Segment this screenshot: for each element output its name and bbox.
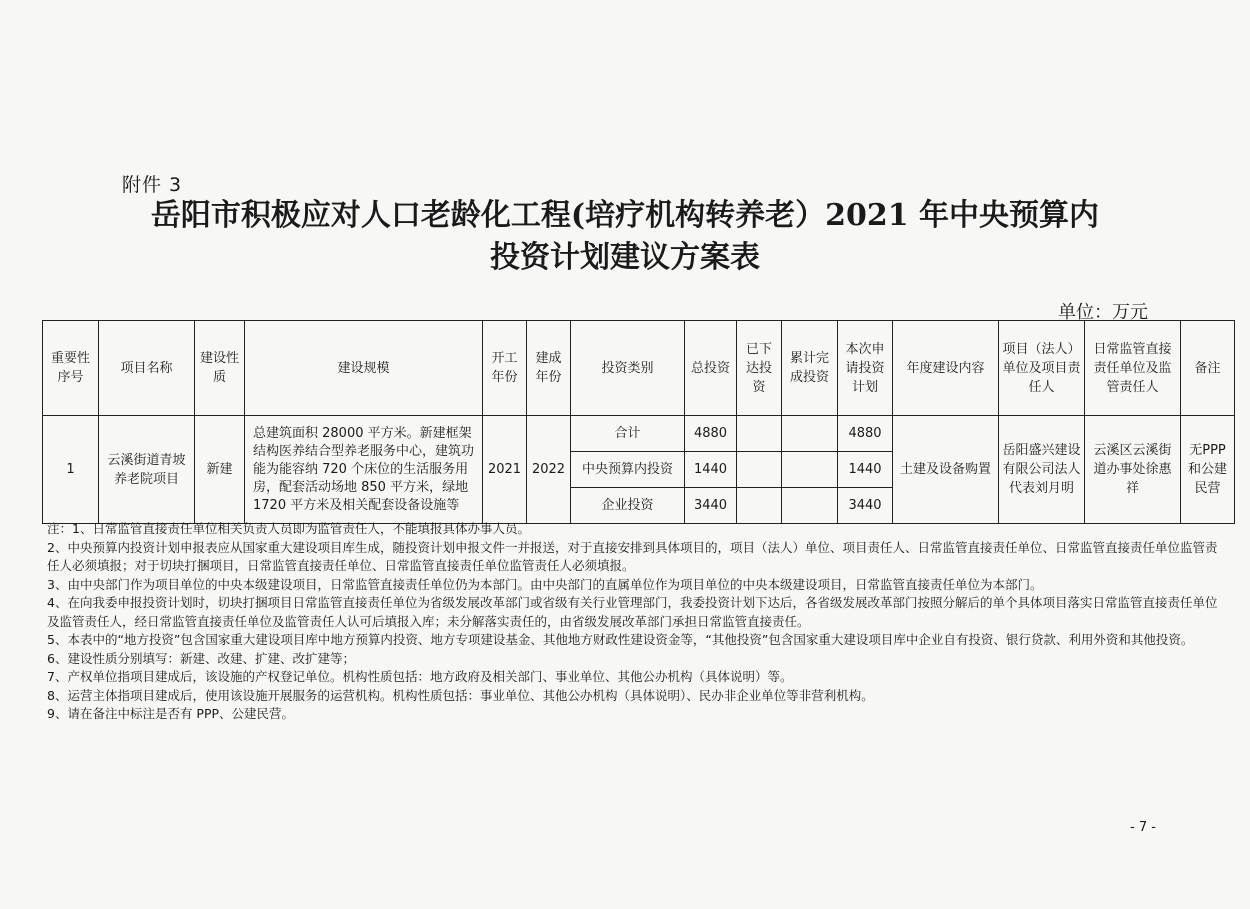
cell-remark: 无PPP和公建民营 — [1181, 416, 1235, 524]
page-number: - 7 - — [1130, 820, 1156, 835]
header-issued: 已下达投资 — [737, 321, 782, 416]
title-line-1: 岳阳市积极应对人口老龄化工程(培疗机构转养老）2021 年中央预算内 — [150, 198, 1100, 233]
cell-cumulative — [782, 488, 838, 524]
cell-invest-type: 企业投资 — [571, 488, 685, 524]
note-item: 注：1、日常监管直接责任单位相关负责人员即为监管责任人，不能填报具体办事人员。 — [47, 521, 530, 536]
cell-cumulative — [782, 452, 838, 488]
investment-plan-table — [42, 320, 1235, 524]
note-item: 3、由中央部门作为项目单位的中央本级建设项目，日常监管直接责任单位仍为本部门。由中央部门的直属单位作为项目单位的中央本级建设项目，日常监管直接责任单位为本部门。 — [47, 576, 1043, 592]
cell-project-name: 云溪街道青坡养老院项目 — [99, 416, 195, 524]
header-start-year: 开工年份 — [483, 321, 527, 416]
cell-apply: 1440 — [838, 452, 893, 488]
cell-nature: 新建 — [195, 416, 245, 524]
cell-apply: 4880 — [838, 416, 893, 452]
cell-issued — [737, 416, 782, 452]
cell-total: 1440 — [685, 452, 737, 488]
notes-section — [47, 520, 1227, 724]
header-owner: 项目（法人）单位及项目责任人 — [999, 321, 1085, 416]
cell-scale: 总建筑面积 28000 平方米。新建框架结构医养结合型养老服务中心，建筑功能为能容纳 720 个床位的生活服务用房，配套活动场地 850 平方米，绿地 1720 平方米及相关配套设备设施等 — [245, 416, 483, 524]
header-seq: 重要性序号 — [43, 321, 99, 416]
note-item: 5、本表中的“地方投资”包含国家重大建设项目库中地方预算内投资、地方专项建设基金、其他地方财政性建设资金等，“其他投资”包含国家重大建设项目库中企业自有投资、银行贷款、利用外资和其他投资。 — [47, 632, 1194, 647]
title-line-2: 投资计划建议方案表 — [490, 240, 760, 275]
cell-content: 土建及设备购置 — [893, 416, 999, 524]
cell-supervisor: 云溪区云溪街道办事处徐惠祥 — [1085, 416, 1181, 524]
note-item: 7、产权单位指项目建成后，该设施的产权登记单位。机构性质包括：地方政府及相关部门、事业单位、其他公办机构（具体说明）等。 — [47, 669, 793, 684]
header-nature: 建设性质 — [195, 321, 245, 416]
table-row — [43, 416, 1235, 452]
cell-invest-type: 合计 — [571, 416, 685, 452]
cell-total: 4880 — [685, 416, 737, 452]
header-remark: 备注 — [1181, 321, 1235, 416]
cell-finish-year: 2022 — [527, 416, 571, 524]
header-total: 总投资 — [685, 321, 737, 416]
header-name: 项目名称 — [99, 321, 195, 416]
header-scale: 建设规模 — [245, 321, 483, 416]
unit-label: 单位：万元 — [1058, 302, 1148, 323]
cell-total: 3440 — [685, 488, 737, 524]
header-content: 年度建设内容 — [893, 321, 999, 416]
cell-issued — [737, 488, 782, 524]
annex-label: 附件 3 — [122, 174, 183, 196]
note-item: 6、建设性质分别填写：新建、改建、扩建、改扩建等； — [47, 650, 355, 666]
cell-seq: 1 — [43, 416, 99, 524]
cell-owner: 岳阳盛兴建设有限公司法人代表刘月明 — [999, 416, 1085, 524]
header-invest-type: 投资类别 — [571, 321, 685, 416]
cell-issued — [737, 452, 782, 488]
note-item: 4、在向我委申报投资计划时，切块打捆项目日常监管直接责任单位为省级发展改革部门或省级有关行业管理部门，我委投资计划下达后，各省级发展改革部门按照分解后的单个具体项目落实日常监管直接责任单位及监管责任人，经日常监管直接责任单位及监管责任人认可后填报入库；未分解落实责任的，由省级发展改革部门承担日常监管直接责任。 — [47, 595, 1218, 629]
note-item: 2、中央预算内投资计划申报表应从国家重大建设项目库生成，随投资计划申报文件一并报送，对于直接安排到具体项目的，项目（法人）单位、项目责任人、日常监管直接责任单位、日常监管直接责任单位监管责任人必须填报；对于切块打捆项目，日常监管直接责任单位、日常监管直接责任单位监管责任人必须填报。 — [47, 539, 1218, 573]
cell-cumulative — [782, 416, 838, 452]
cell-start-year: 2021 — [483, 416, 527, 524]
header-finish-year: 建成年份 — [527, 321, 571, 416]
note-item: 8、运营主体指项目建成后，使用该设施开展服务的运营机构。机构性质包括：事业单位、其他公办机构（具体说明）、民办非企业单位等非营利机构。 — [47, 687, 874, 703]
header-supervisor: 日常监管直接责任单位及监管责任人 — [1085, 321, 1181, 416]
cell-invest-type: 中央预算内投资 — [571, 452, 685, 488]
document-title — [0, 196, 1250, 278]
note-item: 9、请在备注中标注是否有 PPP、公建民营。 — [47, 706, 295, 721]
header-apply: 本次申请投资计划 — [838, 321, 893, 416]
table-header-row — [43, 321, 1235, 416]
header-cumulative: 累计完成投资 — [782, 321, 838, 416]
cell-apply: 3440 — [838, 488, 893, 524]
